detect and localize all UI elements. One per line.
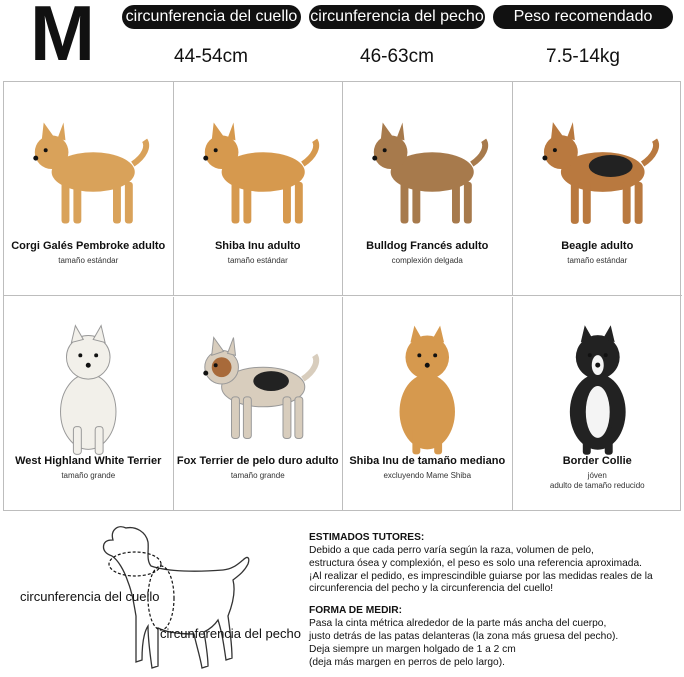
notes-line: Pasa la cinta métrica alrededor de la parte más ancha del cuerpo, <box>309 618 607 630</box>
measurement-diagram <box>18 520 308 676</box>
breed-card <box>4 82 174 296</box>
breed-note-line: tamaño estándar <box>227 256 288 265</box>
dog-photo-icon <box>523 102 673 242</box>
breed-note <box>4 471 173 481</box>
breed-note <box>174 256 343 266</box>
neck-header: circunferencia del cuello <box>122 5 301 29</box>
breed-card <box>513 297 683 511</box>
breed-note-line: adulto de tamaño reducido <box>549 481 645 490</box>
notes-line: justo detrás de las patas delanteras (la zona más gruesa del pecho). <box>309 630 619 642</box>
breed-note <box>513 471 683 491</box>
breed-name: Shiba Inu de tamaño mediano <box>349 455 506 467</box>
breed-name: Beagle adulto <box>561 240 634 252</box>
breed-name: West Highland White Terrier <box>15 455 162 467</box>
dog-photo-icon <box>14 102 163 242</box>
breed-note <box>174 471 343 481</box>
breed-card <box>343 297 513 511</box>
dog-photo-icon <box>14 317 163 457</box>
breed-grid <box>3 81 681 511</box>
dog-photo-icon <box>184 317 333 457</box>
notes <box>309 532 681 669</box>
breed-note-line: complexión delgada <box>391 256 463 265</box>
breed-note <box>343 471 512 481</box>
breed-card <box>4 297 174 511</box>
breed-note-line: jóven <box>587 471 607 480</box>
breed-name: Fox Terrier de pelo duro adulto <box>176 455 339 467</box>
breed-note-line: tamaño estándar <box>58 256 119 265</box>
breed-name: Corgi Galés Pembroke adulto <box>11 240 166 252</box>
notes-line: circunferencia del pecho y la circunferencia del cuello! <box>309 583 554 595</box>
breed-note <box>343 256 512 266</box>
breed-note <box>4 256 173 266</box>
breed-note-line: tamaño grande <box>230 471 285 480</box>
notes-line: estructura ósea y complexión, el peso es solo una referencia aproximada. <box>309 557 642 569</box>
dog-photo-icon <box>523 317 673 457</box>
chest-diagram-label: circunferencia del pecho <box>160 626 301 641</box>
breed-name: Bulldog Francés adulto <box>366 240 489 252</box>
neck-diagram-label: circunferencia del cuello <box>20 589 160 604</box>
weight-header: Peso recomendado <box>493 5 673 29</box>
chest-measure: 46-63cm <box>360 46 434 67</box>
dog-photo-icon <box>353 102 502 242</box>
dog-photo-icon <box>353 317 502 457</box>
size-letter: M <box>30 0 93 77</box>
breed-note <box>513 256 683 266</box>
notes-title-2: FORMA DE MEDIR: <box>309 605 403 617</box>
breed-name: Shiba Inu adulto <box>214 240 301 252</box>
breed-note-line: excluyendo Mame Shiba <box>383 471 472 480</box>
breed-card <box>513 82 683 296</box>
breed-note-line: tamaño estándar <box>567 256 628 265</box>
notes-line: ¡Al realizar el pedido, es imprescindible guiarse por las medidas reales de la <box>309 570 653 582</box>
notes-line: Debido a que cada perro varía según la raza, volumen de pelo, <box>309 544 594 556</box>
dog-photo-icon <box>184 102 333 242</box>
weight-measure: 7.5-14kg <box>546 46 620 67</box>
notes-title-1: ESTIMADOS TUTORES: <box>309 532 425 543</box>
notes-line: (deja más margen en perros de pelo largo). <box>309 656 505 668</box>
chest-header: circunferencia del pecho <box>309 5 485 29</box>
breed-card <box>343 82 513 296</box>
notes-line: Deja siempre un margen holgado de 1 a 2 cm <box>309 643 516 655</box>
breed-card <box>174 82 344 296</box>
breed-name: Border Collie <box>562 455 632 467</box>
neck-measure: 44-54cm <box>174 46 248 67</box>
breed-note-line: tamaño grande <box>61 471 116 480</box>
breed-card <box>174 297 344 511</box>
